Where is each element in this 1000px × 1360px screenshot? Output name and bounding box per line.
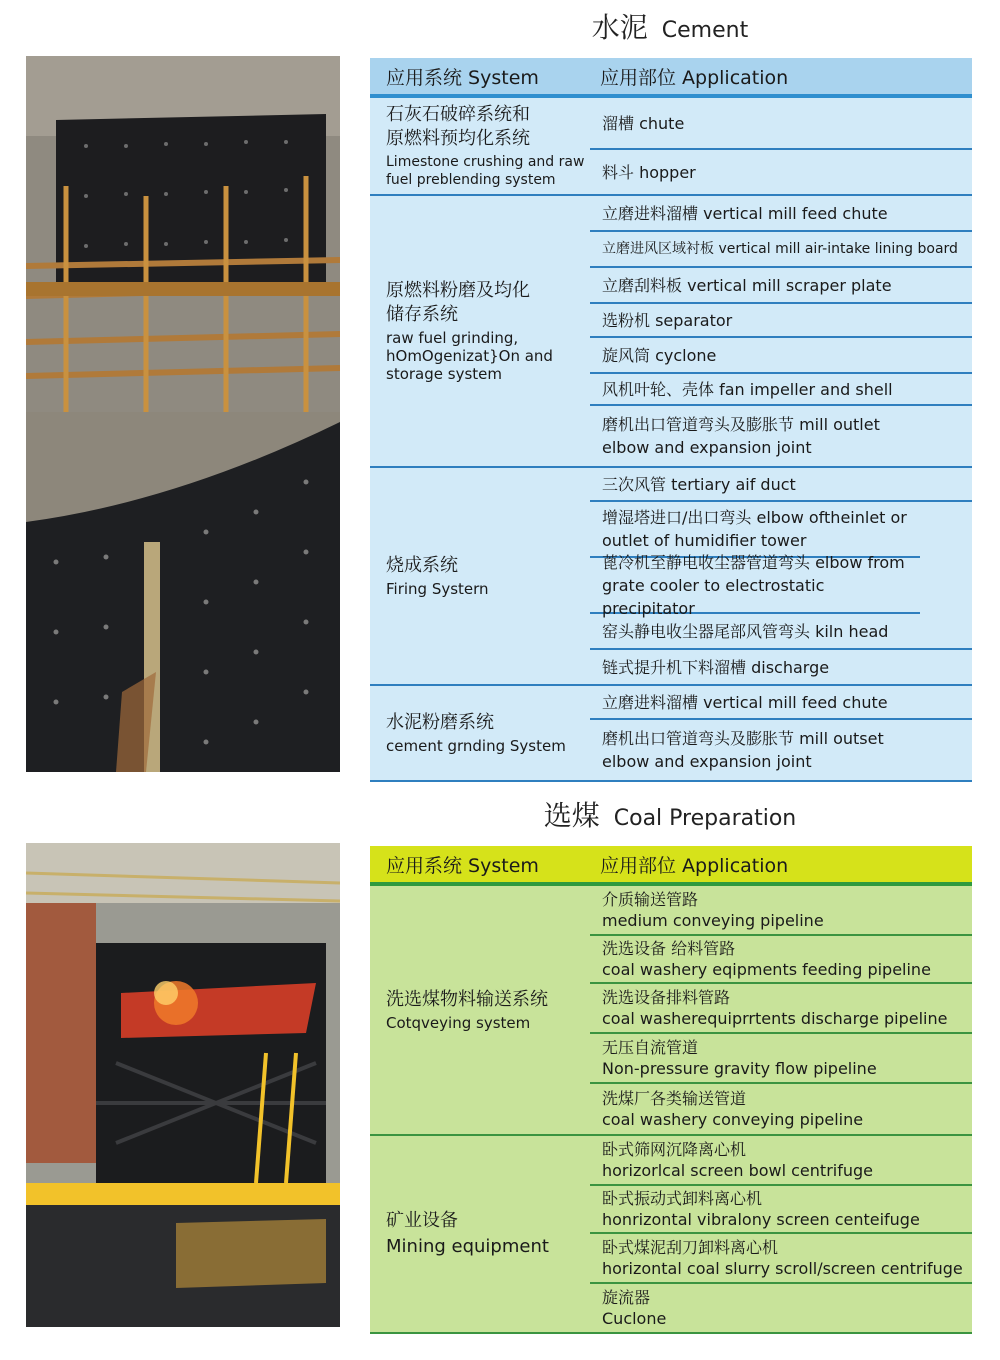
cement-photo-scaffold: [26, 56, 340, 412]
application-item: 立磨进料溜槽 vertical mill feed chute: [590, 686, 972, 720]
header-system: 应用系统 System: [386, 66, 539, 89]
application-zh: 卧式振动式卸料离心机: [602, 1189, 763, 1208]
application-en: coal washery eqipments feeding pipeline: [602, 960, 931, 979]
cement-photo-liner: [26, 412, 340, 772]
application-zh: 洗选设备 给料管路: [602, 939, 736, 958]
application-item: [590, 1136, 972, 1186]
application-list: [590, 1136, 972, 1332]
application-item: 三次风管 tertiary aif duct: [590, 468, 972, 502]
application-item: 立磨刮料板 vertical mill scraper plate: [590, 268, 972, 304]
system-cell: [370, 468, 590, 684]
application-list: [590, 196, 972, 466]
system-cell: [370, 98, 590, 194]
cement-table-header: [370, 58, 972, 98]
system-name-en: Firing Systern: [386, 580, 489, 598]
application-en: honrizontal vibralony screen centeifuge: [602, 1210, 920, 1229]
system-name-zh: 洗选煤物料输送系统: [386, 989, 548, 1010]
system-cell: [370, 686, 590, 780]
application-item: 选粉机 separator: [590, 304, 972, 338]
application-item: [590, 936, 972, 984]
application-item: [590, 1084, 972, 1134]
application-item: 磨机出口管道弯头及膨胀节 mill outset elbow and expansion joint: [602, 729, 884, 771]
system-name-en: Mining equipment: [386, 1236, 549, 1257]
application-en: Cuclone: [602, 1309, 667, 1328]
cement-title-en: Cement: [661, 18, 749, 43]
application-en: medium conveying pipeline: [602, 911, 824, 930]
application-en: coal washerequiprrtents discharge pipeline: [602, 1009, 948, 1028]
system-name-zh: 石灰石破碎系统和原燃料预均化系统: [386, 104, 530, 149]
cement-group-raw-fuel: [370, 196, 972, 468]
coal-title-en: Coal Preparation: [613, 806, 797, 831]
application-item: 溜槽 chute: [590, 98, 972, 150]
application-item: 旋风筒 cyclone: [590, 338, 972, 374]
system-name-zh: 矿业设备: [386, 1210, 458, 1231]
coal-table-header: [370, 846, 972, 886]
application-item: 磨机出口管道弯头及膨胀节 mill outlet elbow and expansion joint: [602, 415, 880, 457]
system-name-zh: 烧成系统: [386, 555, 458, 576]
system-cell: [370, 196, 590, 466]
application-item: [590, 984, 972, 1034]
application-en: coal washery conveying pipeline: [602, 1110, 864, 1129]
system-name-zh: 原燃料粉磨及均化储存系统: [386, 280, 530, 325]
cement-title-zh: 水泥: [591, 11, 648, 44]
application-item: 料斗 hopper: [602, 162, 696, 182]
system-cell: [370, 1136, 590, 1332]
application-item: [590, 1234, 972, 1284]
application-en: Non-pressure gravity flow pipeline: [602, 1059, 877, 1078]
application-item: 窑头静电收尘器尾部风管弯头 kiln head: [590, 614, 972, 650]
cement-table: [370, 58, 972, 782]
header-system: 应用系统 System: [386, 854, 539, 877]
application-item: 立磨进风区域衬板 vertical mill air-intake lining board: [590, 232, 972, 268]
coal-photo-furnace: [26, 843, 340, 1327]
application-item: [590, 1186, 972, 1234]
system-name-en: Cotqveying system: [386, 1014, 531, 1032]
header-application: 应用部位 Application: [600, 66, 789, 89]
cement-group-grinding: [370, 686, 972, 782]
coal-table: [370, 846, 972, 1334]
application-item: 链式提升机下料溜槽 discharge: [602, 657, 830, 677]
cement-title: [370, 6, 970, 46]
application-zh: 卧式筛网沉降离心机: [602, 1140, 747, 1159]
header-application: 应用部位 Application: [600, 854, 789, 877]
application-item: [590, 1034, 972, 1084]
coal-group-conveying: [370, 886, 972, 1136]
application-en: horizontal coal slurry scroll/screen centrifuge: [602, 1259, 963, 1278]
application-en: horizorlcal screen bowl centrifuge: [602, 1161, 873, 1180]
coal-title-zh: 选煤: [543, 799, 600, 832]
system-name-en: raw fuel grinding, hOmOgenizat}On and storage system: [386, 329, 553, 383]
application-zh: 洗煤厂各类输送管道: [602, 1089, 747, 1108]
application-list: [590, 468, 972, 684]
application-zh: 介质输送管路: [602, 890, 699, 909]
application-item: 蓖冷机至静电收尘器管道弯头 elbow from grate cooler to electrostatic precipitator: [590, 558, 920, 614]
application-list: [590, 98, 972, 194]
application-list: [590, 886, 972, 1134]
system-name-zh: 水泥粉磨系统: [386, 712, 494, 733]
cement-group-firing: [370, 468, 972, 686]
system-cell: [370, 886, 590, 1134]
application-zh: 旋流器: [602, 1288, 651, 1307]
coal-title: [370, 794, 970, 834]
application-list: [590, 686, 972, 780]
coal-group-mining: [370, 1136, 972, 1334]
application-zh: 无压自流管道: [602, 1038, 699, 1057]
application-item: 立磨进料溜槽 vertical mill feed chute: [590, 196, 972, 232]
application-item: [590, 886, 972, 936]
cement-group-limestone: [370, 98, 972, 196]
application-item: [590, 1284, 972, 1332]
application-item: 增湿塔进口/出口弯头 elbow oftheinlet or outlet of humidifier tower: [590, 502, 920, 558]
application-item: 风机叶轮、壳体 fan impeller and shell: [590, 374, 972, 406]
application-zh: 卧式煤泥刮刀卸料离心机: [602, 1238, 779, 1257]
system-name-en: cement grnding System: [386, 737, 566, 755]
system-name-en: Limestone crushing and raw fuel preblending system: [386, 154, 585, 188]
application-zh: 洗选设备排料管路: [602, 988, 731, 1007]
